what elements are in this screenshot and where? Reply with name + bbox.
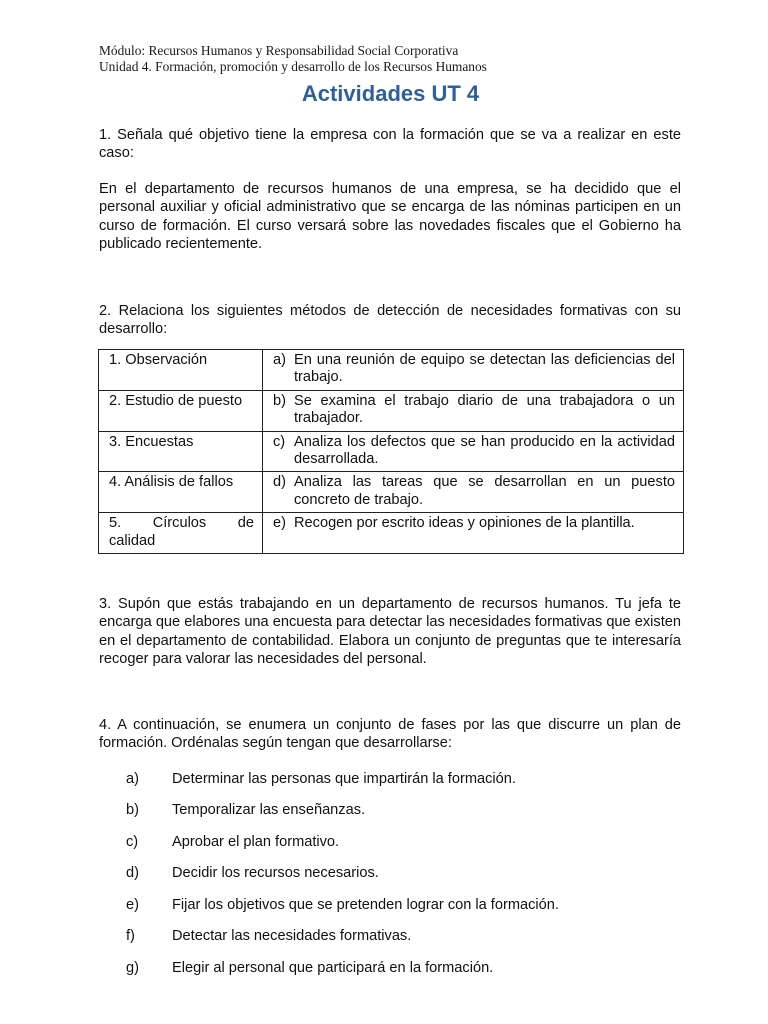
method-label: 3. Encuestas [109, 433, 194, 450]
phase-letter: e) [126, 897, 139, 913]
method-cell [99, 390, 263, 431]
description-cell [263, 472, 684, 513]
description-letter: c) [273, 433, 286, 450]
description-text: Recogen por escrito ideas y opiniones de la plantilla. [294, 515, 635, 532]
phase-letter: b) [126, 802, 139, 818]
page-title: Actividades UT 4 [301, 81, 480, 106]
method-label-continued: calidad [109, 532, 156, 549]
table-row [99, 390, 684, 431]
phase-letter: g) [126, 960, 139, 976]
list-item [126, 770, 516, 788]
description-cell [263, 431, 684, 472]
question-4: 4. A continuación, se enumera un conjunto de fases por las que discurre un plan de formación. Ordénalas según tengan que desarrollarse: [99, 717, 681, 752]
method-label: 4. Análisis de fallos [109, 474, 234, 491]
question-1-case-text: En el departamento de recursos humanos de una empresa, se ha decidido que el personal auxiliar y oficial administrativo que se encarga de las nóminas participen en un curso de formación. El curso versará sobre las novedades fiscales que el Gobierno ha publicado recientemente. [99, 181, 681, 253]
list-item [126, 959, 493, 977]
phase-text: Detectar las necesidades formativas. [172, 928, 412, 944]
list-item [126, 833, 339, 851]
method-cell [99, 513, 263, 554]
phase-text: Decidir los recursos necesarios. [172, 865, 379, 881]
method-cell [99, 431, 263, 472]
description-letter: a) [273, 352, 286, 368]
methods-table [98, 349, 684, 554]
phase-text: Aprobar el plan formativo. [172, 834, 340, 850]
method-label: 1. Observación [109, 352, 208, 368]
module-line: Módulo: Recursos Humanos y Responsabilidad Social Corporativa [99, 43, 459, 58]
method-cell [99, 350, 263, 391]
question-3: 3. Supón que estás trabajando en un departamento de recursos humanos. Tu jefa te encarga que elabores una encuesta para detectar las necesidades formativas que existen en el departamento de contabilidad. Elabora un conjunto de preguntas que te interesaría recoger para valorar las necesidades del personal. [99, 596, 681, 668]
module-header [99, 43, 487, 75]
method-cell [99, 472, 263, 513]
list-item [126, 927, 411, 945]
list-item [126, 801, 365, 819]
table-row [99, 431, 684, 472]
method-label: 5. Círculos de [109, 515, 254, 532]
description-text: Analiza las tareas que se desarrollan en un puesto concreto de trabajo. [294, 474, 675, 508]
description-letter: e) [273, 515, 286, 532]
table-row [99, 472, 684, 513]
description-cell [263, 513, 684, 554]
phase-text: Elegir al personal que participará en la formación. [172, 960, 494, 976]
phase-letter: c) [126, 834, 139, 850]
description-cell [263, 350, 684, 391]
phase-text: Temporalizar las enseñanzas. [172, 802, 366, 818]
description-text: Se examina el trabajo diario de una trabajadora o un trabajador. [294, 392, 675, 427]
phase-text: Determinar las personas que impartirán la formación. [172, 771, 516, 787]
description-cell [263, 390, 684, 431]
phase-text: Fijar los objetivos que se pretenden lograr con la formación. [172, 897, 559, 913]
description-text: Analiza los defectos que se han producido en la actividad desarrollada. [294, 433, 675, 468]
list-item [126, 896, 559, 914]
phase-letter: f) [126, 928, 135, 944]
phase-letter: d) [126, 865, 139, 881]
method-label: 2. Estudio de puesto [109, 392, 243, 409]
description-text: En una reunión de equipo se detectan las deficiencias del trabajo. [294, 352, 675, 386]
question-1: 1. Señala qué objetivo tiene la empresa con la formación que se va a realizar en este caso: [99, 127, 681, 162]
phase-letter: a) [126, 771, 139, 787]
description-letter: d) [273, 474, 286, 491]
table-row [99, 513, 684, 554]
table-row [99, 350, 684, 391]
question-2: 2. Relaciona los siguientes métodos de detección de necesidades formativas con su desarrollo: [99, 303, 681, 338]
list-item [126, 864, 379, 882]
description-letter: b) [273, 392, 286, 409]
unit-line: Unidad 4. Formación, promoción y desarrollo de los Recursos Humanos [99, 59, 487, 74]
